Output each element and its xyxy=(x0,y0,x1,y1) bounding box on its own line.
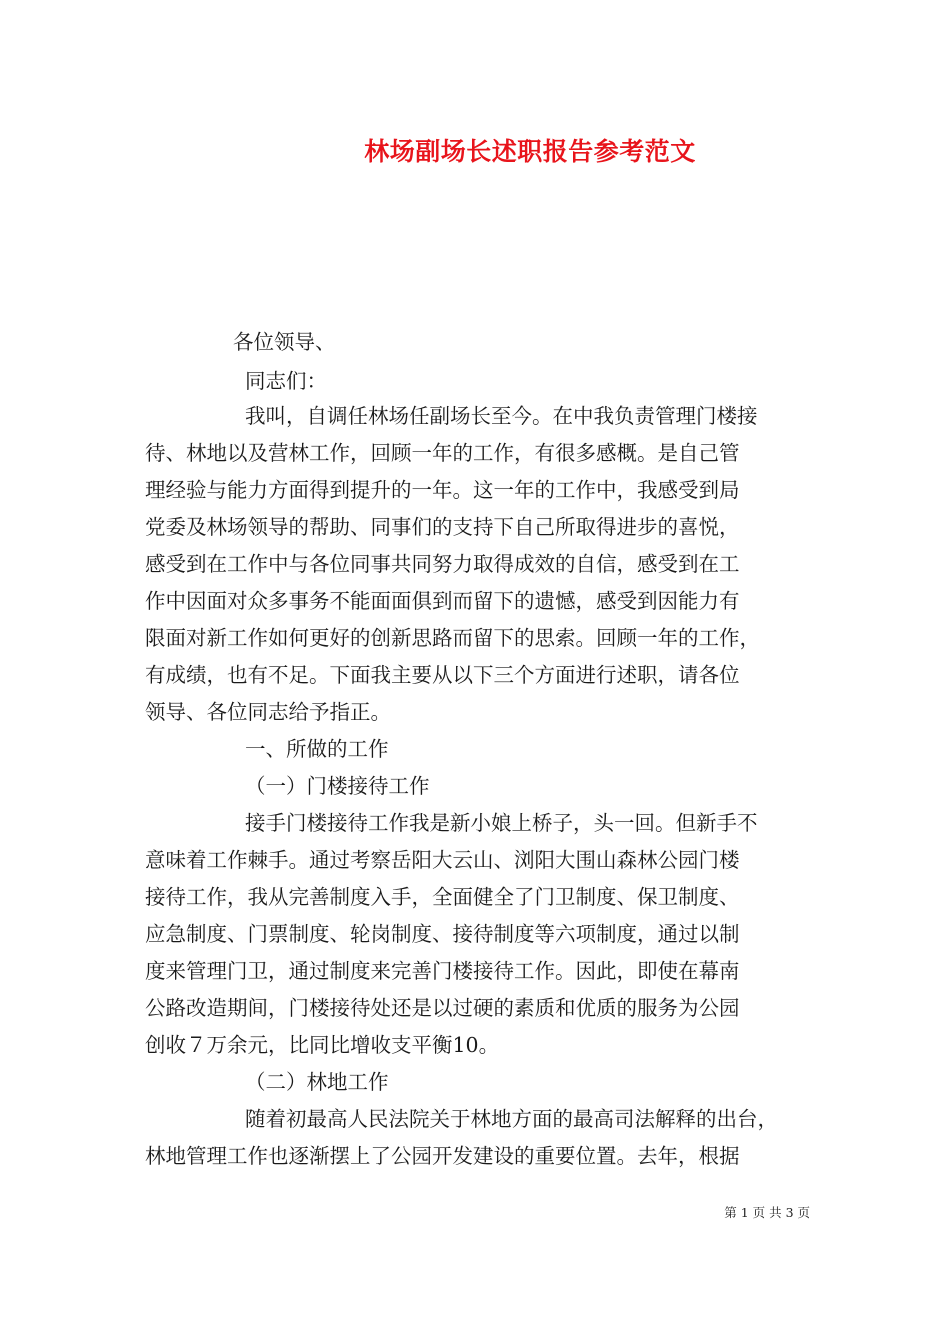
section-heading: 一、所做的工作 xyxy=(245,737,389,761)
paragraph-line: 度来管理门卫，通过制度来完善门楼接待工作。因此，即使在幕南 xyxy=(145,959,740,983)
paragraph-line: 感受到在工作中与各位同事共同努力取得成效的自信，感受到在工 xyxy=(145,552,740,576)
paragraph-line: 林地管理工作也逐渐摆上了公园开发建设的重要位置。去年，根据 xyxy=(145,1144,740,1168)
paragraph-line: 应急制度、门票制度、轮岗制度、接待制度等六项制度，通过以制 xyxy=(145,922,740,946)
salutation-line: 同志们： xyxy=(245,369,327,393)
paragraph-line: 党委及林场领导的帮助、同事们的支持下自己所取得进步的喜悦， xyxy=(145,515,740,539)
paragraph-line: 作中因面对众多事务不能面面俱到而留下的遗憾，感受到因能力有 xyxy=(145,589,740,613)
paragraph-line: 领导、各位同志给予指正。 xyxy=(145,700,391,724)
paragraph-line: 我叫，自调任林场任副场长至今。在中我负责管理门楼接 xyxy=(245,404,758,428)
subsection-heading: （二）林地工作 xyxy=(245,1070,389,1094)
paragraph-line: 理经验与能力方面得到提升的一年。这一年的工作中，我感受到局 xyxy=(145,478,740,502)
salutation-line: 各位领导、 xyxy=(233,330,336,354)
document-title: 林场副场长述职报告参考范文 xyxy=(364,137,696,166)
paragraph-line: 接待工作，我从完善制度入手，全面健全了门卫制度、保卫制度、 xyxy=(145,885,740,909)
paragraph-line: 接手门楼接待工作我是新小娘上桥子，头一回。但新手不 xyxy=(245,811,758,835)
paragraph-line: 意味着工作棘手。通过考察岳阳大云山、浏阳大围山森林公园门楼 xyxy=(145,848,740,872)
paragraph-line: 限面对新工作如何更好的创新思路而留下的思索。回顾一年的工作， xyxy=(145,626,760,650)
paragraph-line: 待、林地以及营林工作，回顾一年的工作，有很多感概。是自己管 xyxy=(145,441,740,465)
paragraph-line: 公路改造期间，门楼接待处还是以过硬的素质和优质的服务为公园 xyxy=(145,996,740,1020)
paragraph-line: 有成绩，也有不足。下面我主要从以下三个方面进行述职，请各位 xyxy=(145,663,740,687)
paragraph-line: 随着初最高人民法院关于林地方面的最高司法解释的出台， xyxy=(245,1107,778,1131)
page-number-footer: 第 1 页 共 3 页 xyxy=(724,1205,810,1220)
paragraph-line: 创收７万余元，比同比增收支平衡10。 xyxy=(145,1033,500,1057)
subsection-heading: （一）门楼接待工作 xyxy=(245,774,430,798)
